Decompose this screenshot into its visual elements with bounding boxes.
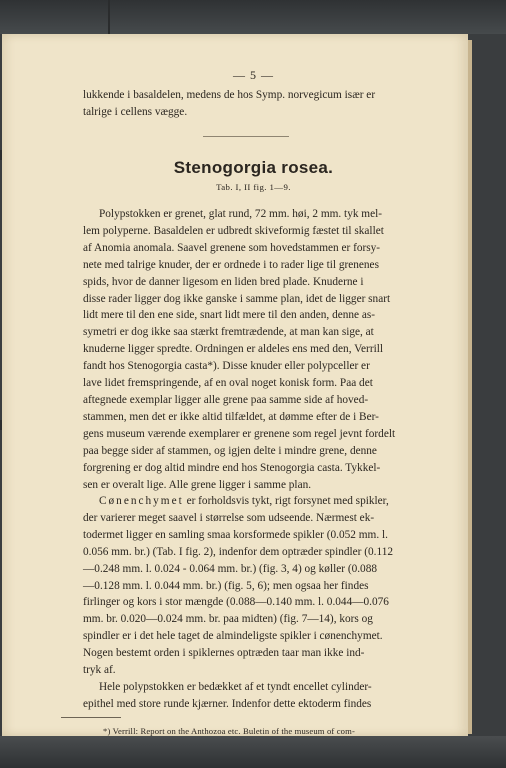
- spaced-term: Cønenchymet: [99, 495, 184, 507]
- text-line: —0.128 mm. l. 0.044 mm. br.) (fig. 5, 6); men ogsaa her findes: [83, 579, 369, 592]
- text-line: af Anomia anomala. Saavel grenene som hovedstammen er forsy-: [83, 241, 381, 254]
- section-title: Stenogorgia rosea.: [173, 158, 334, 177]
- text-line: aftegnede exemplar ligger alle grene paa samme side af hoved-: [83, 393, 369, 406]
- text-line: epithel med store runde kjærner. Indenfor dette ektoderm findes: [83, 697, 372, 710]
- plate-reference: Tab. I, II fig. 1—9.: [216, 182, 291, 192]
- text-line: lave lidet fremspringende, af en oval noget konisk form. Paa det: [83, 377, 373, 390]
- text-line: lem polyperne. Basaldelen er udbredt skiveformig fæstet til skallet: [83, 224, 384, 237]
- text-line: gens museum værende exemplarer er grenene som regel jevnt fordelt: [83, 427, 396, 440]
- text-line: lukkende i basaldelen, medens de hos Symp. norvegicum især er: [83, 89, 376, 101]
- text-line: knuderne ligger spredte. Ordningen er aldeles ens med den, Verrill: [83, 343, 384, 356]
- text-line: der varierer meget saavel i størrelse som udseende. Nærmest ek-: [83, 511, 375, 524]
- text-line: 0.056 mm. br.) (Tab. I fig. 2), indenfor dem optræder spindler (0.112: [83, 545, 394, 558]
- text-line: —0.248 mm. l. 0.024 - 0.064 mm. br.) (fig. 3, 4) og køller (0.088: [83, 562, 378, 575]
- page-number: — 5 —: [233, 68, 274, 82]
- text-line: firlinger og kors i stor mængde (0.088—0.140 mm. l. 0.044—0.076: [83, 596, 389, 609]
- text-line: Polypstokken er grenet, glat rund, 72 mm. høi, 2 mm. tyk mel-: [99, 208, 383, 220]
- text-line: sen er overalt lige. Alle grene ligger i samme plan.: [83, 478, 312, 491]
- text-line: stammen, men det er ikke altid tilfældet, at dømme efter de i Ber-: [83, 410, 379, 423]
- text-line: nete med talrige knuder, der er ordnede i to rader lige til grenenes: [83, 258, 379, 271]
- intro-paragraph: [83, 87, 424, 121]
- section-divider: [203, 136, 289, 137]
- text-line: fandt hos Stenogorgia casta*). Disse knuder eller polypceller er: [83, 360, 370, 373]
- text-line: todermet ligger en samling smaa korsformede spikler (0.052 mm. l.: [83, 528, 388, 541]
- footnote-line: *) Verrill: Report on the Anthozoa etc. Buletin of the museum of com-: [103, 726, 355, 736]
- text-line: [83, 493, 424, 510]
- text-fragment: er forholdsvis tykt, rigt forsynet med spikler,: [183, 495, 389, 507]
- text-line: lidt mere til den ene side, snart lidt mere til den anden, denne as-: [83, 309, 376, 322]
- text-line: Hele polypstokken er bedækket af et tyndt encellet cylinder-: [99, 681, 372, 693]
- book-page: [2, 34, 468, 736]
- text-line: spids, hvor de danner ligesom en liden bred plade. Knuderne i: [83, 275, 364, 288]
- scanner-background-top: [0, 0, 506, 34]
- text-line: Nogen bestemt orden i spiklernes optræden taar man ikke ind-: [83, 647, 365, 660]
- text-line: disse rader ligger dog ikke ganske i samme plan, idet de ligger snart: [83, 292, 391, 305]
- text-line: paa begge sider af stammen, og igjen delte i mindre grene, denne: [83, 444, 377, 457]
- text-line: spindler er i det hele taget de almindeligste spikler i cønenchymet.: [83, 630, 383, 643]
- description-paragraph: [83, 206, 424, 493]
- page-edge: [468, 40, 472, 734]
- footnote-divider: [61, 717, 121, 718]
- scanner-strip: [108, 0, 110, 34]
- text-line: mm. br. 0.020—0.024 mm. br. paa midten) (fig. 7—14), kors og: [83, 613, 373, 626]
- text-line: talrige i cellens vægge.: [83, 105, 188, 118]
- epithel-paragraph: [83, 679, 424, 713]
- coenenchyme-paragraph: [83, 493, 424, 679]
- text-line: symetri er dog ikke saa stærkt fremtrædende, at man kan sige, at: [83, 326, 374, 339]
- text-line: tryk af.: [83, 664, 116, 677]
- text-line: forgrening er dog altid mindre end hos Stenogorgia casta. Tykkel-: [83, 461, 381, 474]
- scanner-background-bottom: [0, 736, 506, 768]
